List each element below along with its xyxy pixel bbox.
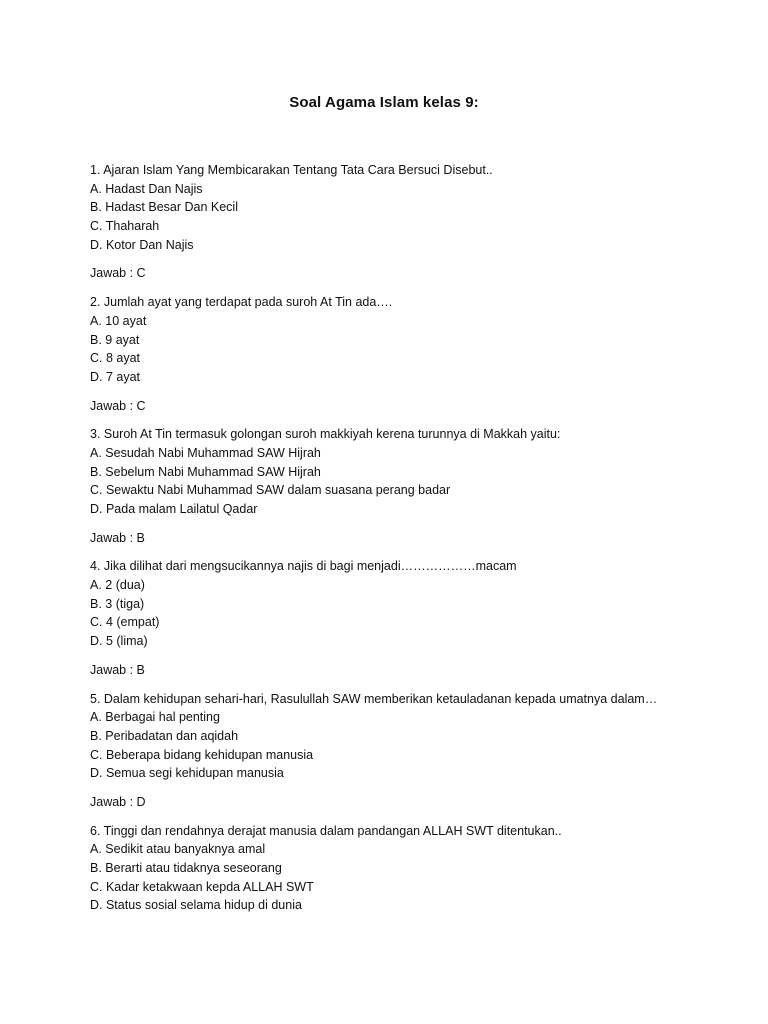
option-a: A. Hadast Dan Najis <box>90 181 203 196</box>
option-b: B. Peribadatan dan aqidah <box>90 728 239 743</box>
question-block-1 <box>90 161 710 283</box>
question-block-6 <box>90 822 710 915</box>
option-a: A. Berbagai hal penting <box>90 710 220 725</box>
question-text: 5. Dalam kehidupan sehari-hari, Rasulullah SAW memberikan ketauladanan kepada umatnya dalam… <box>90 691 658 706</box>
question-text: 6. Tinggi dan rendahnya derajat manusia dalam pandangan ALLAH SWT ditentukan.. <box>90 823 562 838</box>
option-d: D. Status sosial selama hidup di dunia <box>90 898 302 913</box>
question-text: 3. Suroh At Tin termasuk golongan suroh makkiyah kerena turunnya di Makkah yaitu: <box>90 427 561 442</box>
question-list <box>90 161 710 915</box>
answer-text: Jawab : D <box>90 794 146 809</box>
option-b: B. Sebelum Nabi Muhammad SAW Hijrah <box>90 464 321 479</box>
question-block-4 <box>90 557 710 679</box>
option-c: C. Thaharah <box>90 219 160 234</box>
answer-text: Jawab : C <box>90 398 146 413</box>
option-b: B. Hadast Besar Dan Kecil <box>90 200 238 215</box>
question-text: 2. Jumlah ayat yang terdapat pada suroh At Tin ada…. <box>90 295 393 310</box>
option-d: D. 7 ayat <box>90 369 141 384</box>
answer-text: Jawab : B <box>90 530 145 545</box>
answer-text: Jawab : C <box>90 266 146 281</box>
option-a: A. Sesudah Nabi Muhammad SAW Hijrah <box>90 445 321 460</box>
option-c: C. Sewaktu Nabi Muhammad SAW dalam suasana perang badar <box>90 483 451 498</box>
option-c: C. 4 (empat) <box>90 615 160 630</box>
option-c: C. 8 ayat <box>90 351 141 366</box>
option-b: B. Berarti atau tidaknya seseorang <box>90 861 282 875</box>
option-a: A. 10 ayat <box>90 313 147 328</box>
option-a: A. Sedikit atau banyaknya amal <box>90 842 266 857</box>
option-d: D. 5 (lima) <box>90 634 148 649</box>
option-c: C. Beberapa bidang kehidupan manusia <box>90 747 314 762</box>
answer-text: Jawab : B <box>90 662 145 677</box>
question-block-3 <box>90 425 710 547</box>
option-d: D. Semua segi kehidupan manusia <box>90 766 284 781</box>
document-title: Soal Agama Islam kelas 9: <box>289 94 479 111</box>
option-b: B. 9 ayat <box>90 332 140 347</box>
question-block-2 <box>90 293 710 415</box>
option-c: C. Kadar ketakwaan kepda ALLAH SWT <box>90 879 314 894</box>
question-block-5 <box>90 690 710 812</box>
question-text: 1. Ajaran Islam Yang Membicarakan Tentang Tata Cara Bersuci Disebut.. <box>90 163 493 177</box>
option-d: D. Kotor Dan Najis <box>90 237 194 252</box>
option-d: D. Pada malam Lailatul Qadar <box>90 502 258 516</box>
option-a: A. 2 (dua) <box>90 578 145 593</box>
option-b: B. 3 (tiga) <box>90 596 145 611</box>
question-text: 4. Jika dilihat dari mengsucikannya najis di bagi menjadi………………macam <box>90 559 517 574</box>
